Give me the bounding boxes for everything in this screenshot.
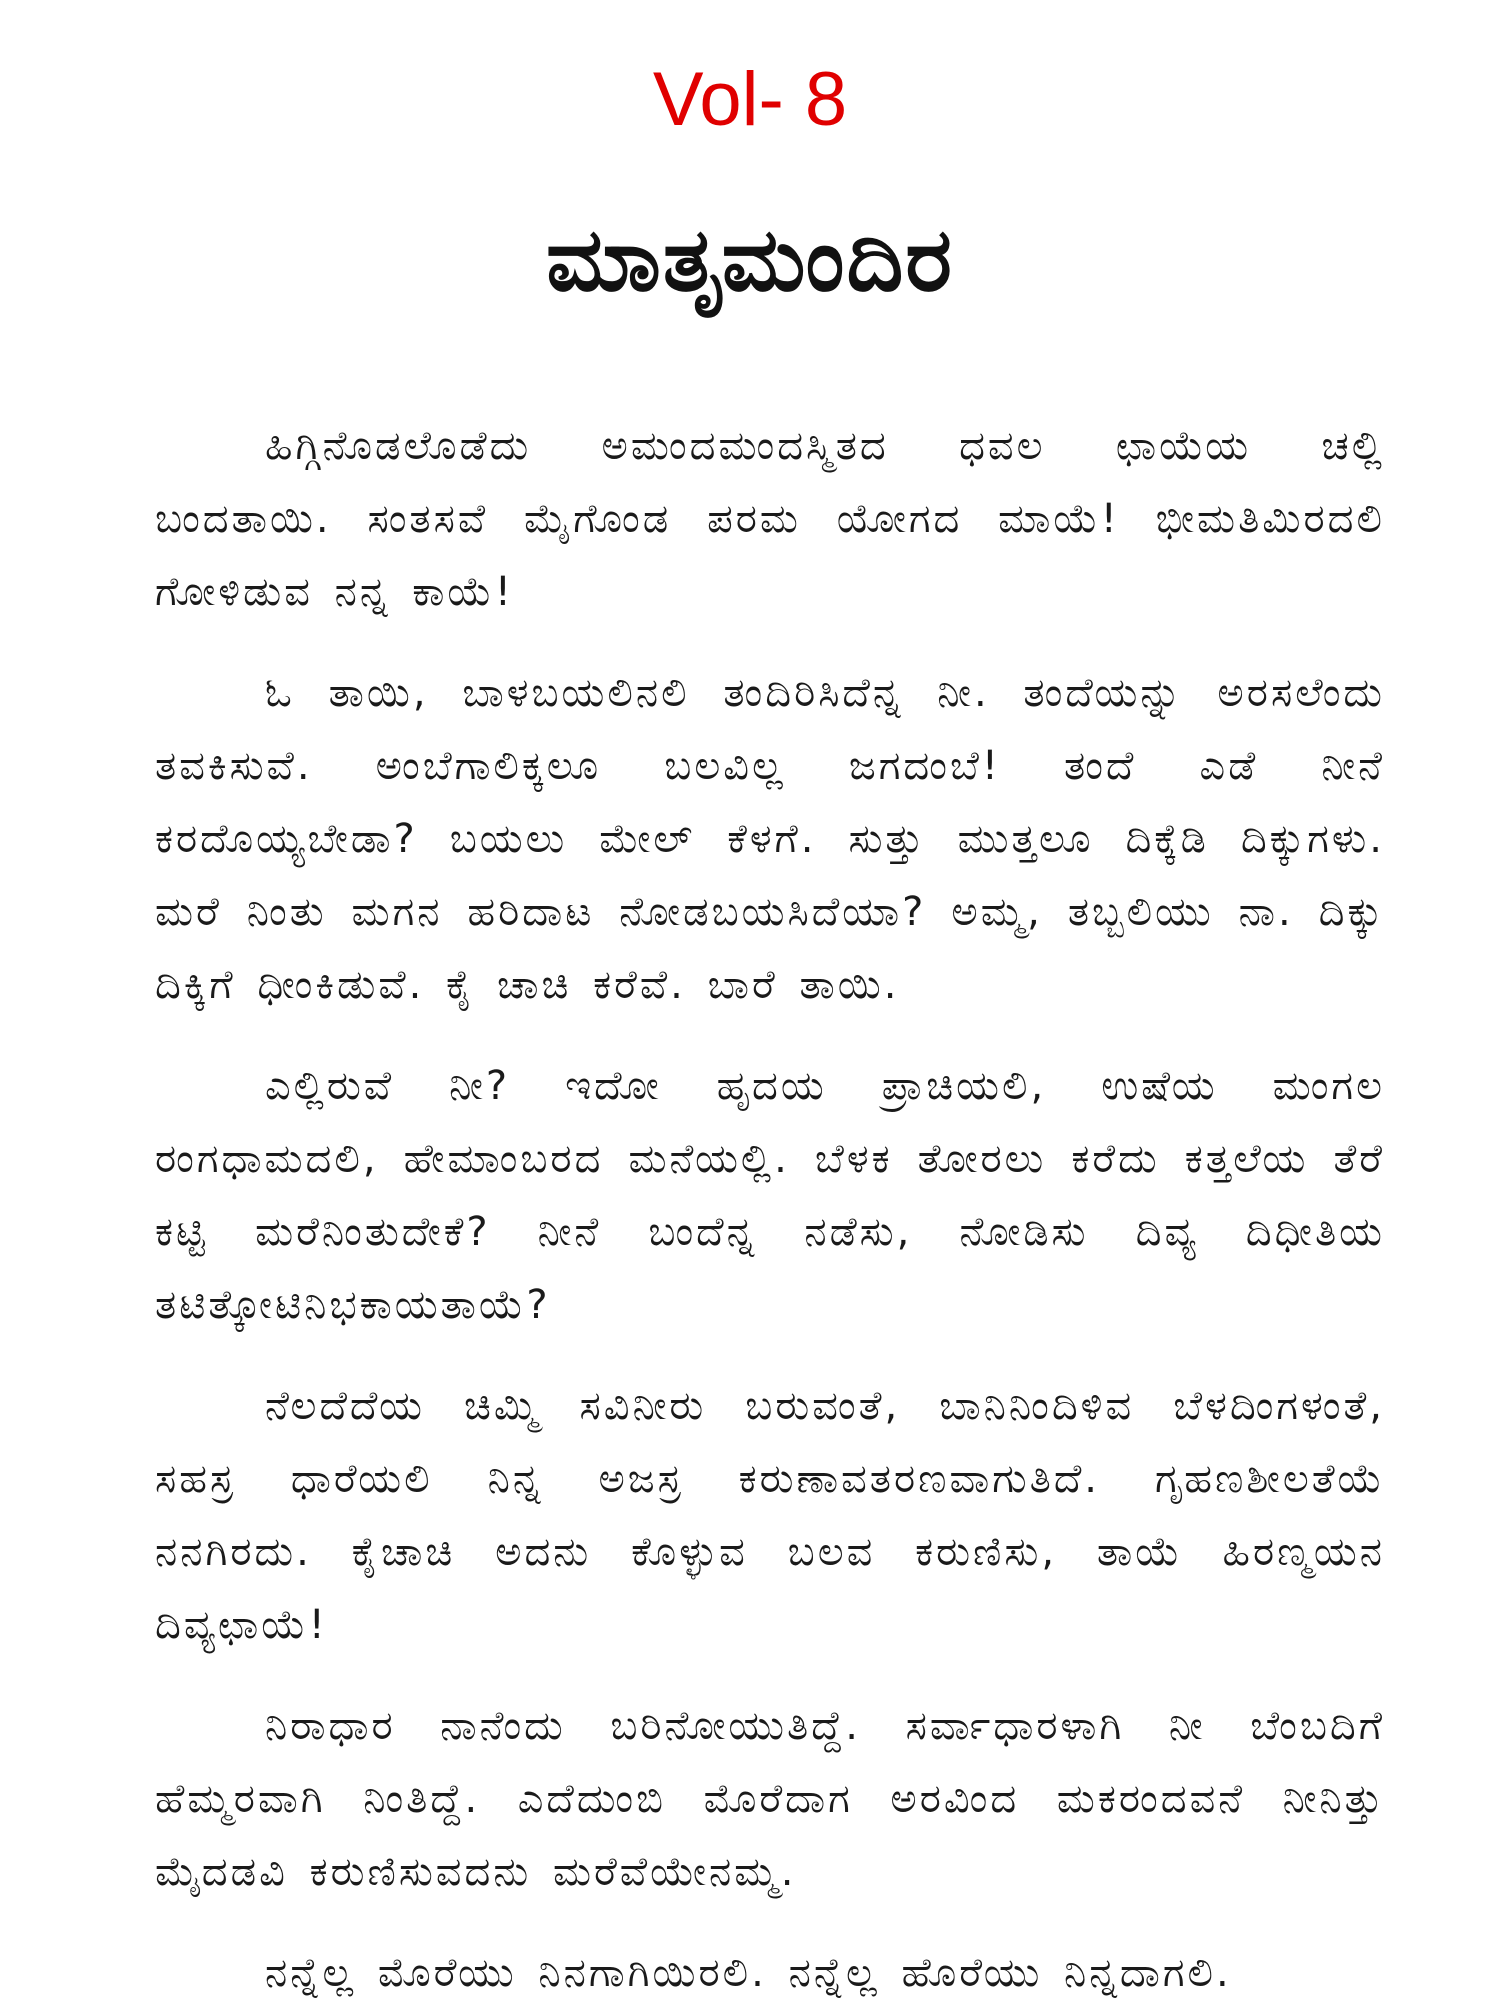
paragraph-2: ಓ ತಾಯಿ, ಬಾಳಬಯಲಿನಲಿ ತಂದಿರಿಸಿದೆನ್ನ ನೀ. ತಂದೆಯನ್ನು ಅರಸಲೆಂದು ತವಕಿಸುವೆ. ಅಂಬೆಗಾಲಿಕ್ಕಲೂ ಬಲವಿಲ್ಲ ಜಗದಂಬೆ! ತಂದೆ ಎಡೆ ನೀನೆ ಕರದೊಯ್ಯಬೇಡಾ? ಬಯಲು ಮೇಲ್ ಕೆಳಗೆ. ಸುತ್ತು ಮುತ್ತಲೂ ದಿಕ್ಕೆಡಿ ದಿಕ್ಕುಗಳು. ಮರೆ ನಿಂತು ಮಗನ ಹರಿದಾಟ ನೋಡಬಯಸಿದೆಯಾ? ಅಮ್ಮ, ತಬ್ಬಲಿಯು ನಾ. ದಿಕ್ಕು ದಿಕ್ಕಿಗೆ ಧೀಂಕಿಡುವೆ. ಕೈ ಚಾಚಿ ಕರೆವೆ. ಬಾರೆ ತಾಯಿ.: [155, 670, 1385, 1008]
page-title: ಮಾತೃಮಂದಿರ: [546, 208, 954, 311]
paragraph-5: ನಿರಾಧಾರ ನಾನೆಂದು ಬರಿನೋಯುತಿದ್ದೆ. ಸರ್ವಾಧಾರಳಾಗಿ ನೀ ಬೆಂಬದಿಗೆ ಹೆಮ್ಮರವಾಗಿ ನಿಂತಿದ್ದೆ. ಎದೆದುಂಬಿ ಮೊರೆದಾಗ ಅರವಿಂದ ಮಕರಂದವನೆ ನೀನಿತ್ತು ಮೈದಡವಿ ಕರುಣಿಸುವದನು ಮರೆವೆಯೇನಮ್ಮ.: [155, 1703, 1385, 1895]
paragraph-3: ಎಲ್ಲಿರುವೆ ನೀ? ಇದೋ ಹೃದಯ ಪ್ರಾಚಿಯಲಿ, ಉಷೆಯ ಮಂಗಲ ರಂಗಧಾಮದಲಿ, ಹೇಮಾಂಬರದ ಮನೆಯಲ್ಲಿ. ಬೆಳಕ ತೋರಲು ಕರೆದು ಕತ್ತಲೆಯ ತೆರೆ ಕಟ್ಟಿ ಮರೆನಿಂತುದೇಕೆ? ನೀನೆ ಬಂದೆನ್ನ ನಡೆಸು, ನೋಡಿಸು ದಿವ್ಯ ದಿಧೀತಿಯ ತಟಿತ್ಕೋಟಿನಿಭಕಾಯತಾಯೆ?: [155, 1063, 1385, 1328]
body-text: [155, 410, 1385, 2010]
paragraph-1: ಹಿಗ್ಗಿನೊಡಲೊಡೆದು ಅಮಂದಮಂದಸ್ಮಿತದ ಧವಲ ಛಾಯೆಯ ಚಲ್ಲಿ ಬಂದತಾಯಿ. ಸಂತಸವೆ ಮೈಗೊಂಡ ಪರಮ ಯೋಗದ ಮಾಯೆ! ಭೀಮತಿಮಿರದಲಿ ಗೋಳಿಡುವ ನನ್ನ ಕಾಯೆ!: [155, 423, 1385, 615]
volume-label: Vol- 8: [652, 57, 848, 142]
paragraph-4: ನೆಲದೆದೆಯ ಚಿಮ್ಮಿ ಸವಿನೀರು ಬರುವಂತೆ, ಬಾನಿನಿಂದಿಳಿವ ಬೆಳದಿಂಗಳಂತೆ, ಸಹಸ್ರ ಧಾರೆಯಲಿ ನಿನ್ನ ಅಜಸ್ರ ಕರುಣಾವತರಣವಾಗುತಿದೆ. ಗೃಹಣಶೀಲತೆಯೆ ನನಗಿರದು. ಕೈಚಾಚಿ ಅದನು ಕೊಳ್ಳುವ ಬಲವ ಕರುಣಿಸು, ತಾಯೆ ಹಿರಣ್ಮಯನ ದಿವ್ಯಛಾಯೆ!: [155, 1383, 1385, 1648]
paragraph-6: ನನ್ನೆಲ್ಲ ಮೊರೆಯು ನಿನಗಾಗಿಯಿರಲಿ. ನನ್ನೆಲ್ಲ ಹೊರೆಯು ನಿನ್ನದಾಗಲಿ.: [265, 1950, 1232, 1996]
